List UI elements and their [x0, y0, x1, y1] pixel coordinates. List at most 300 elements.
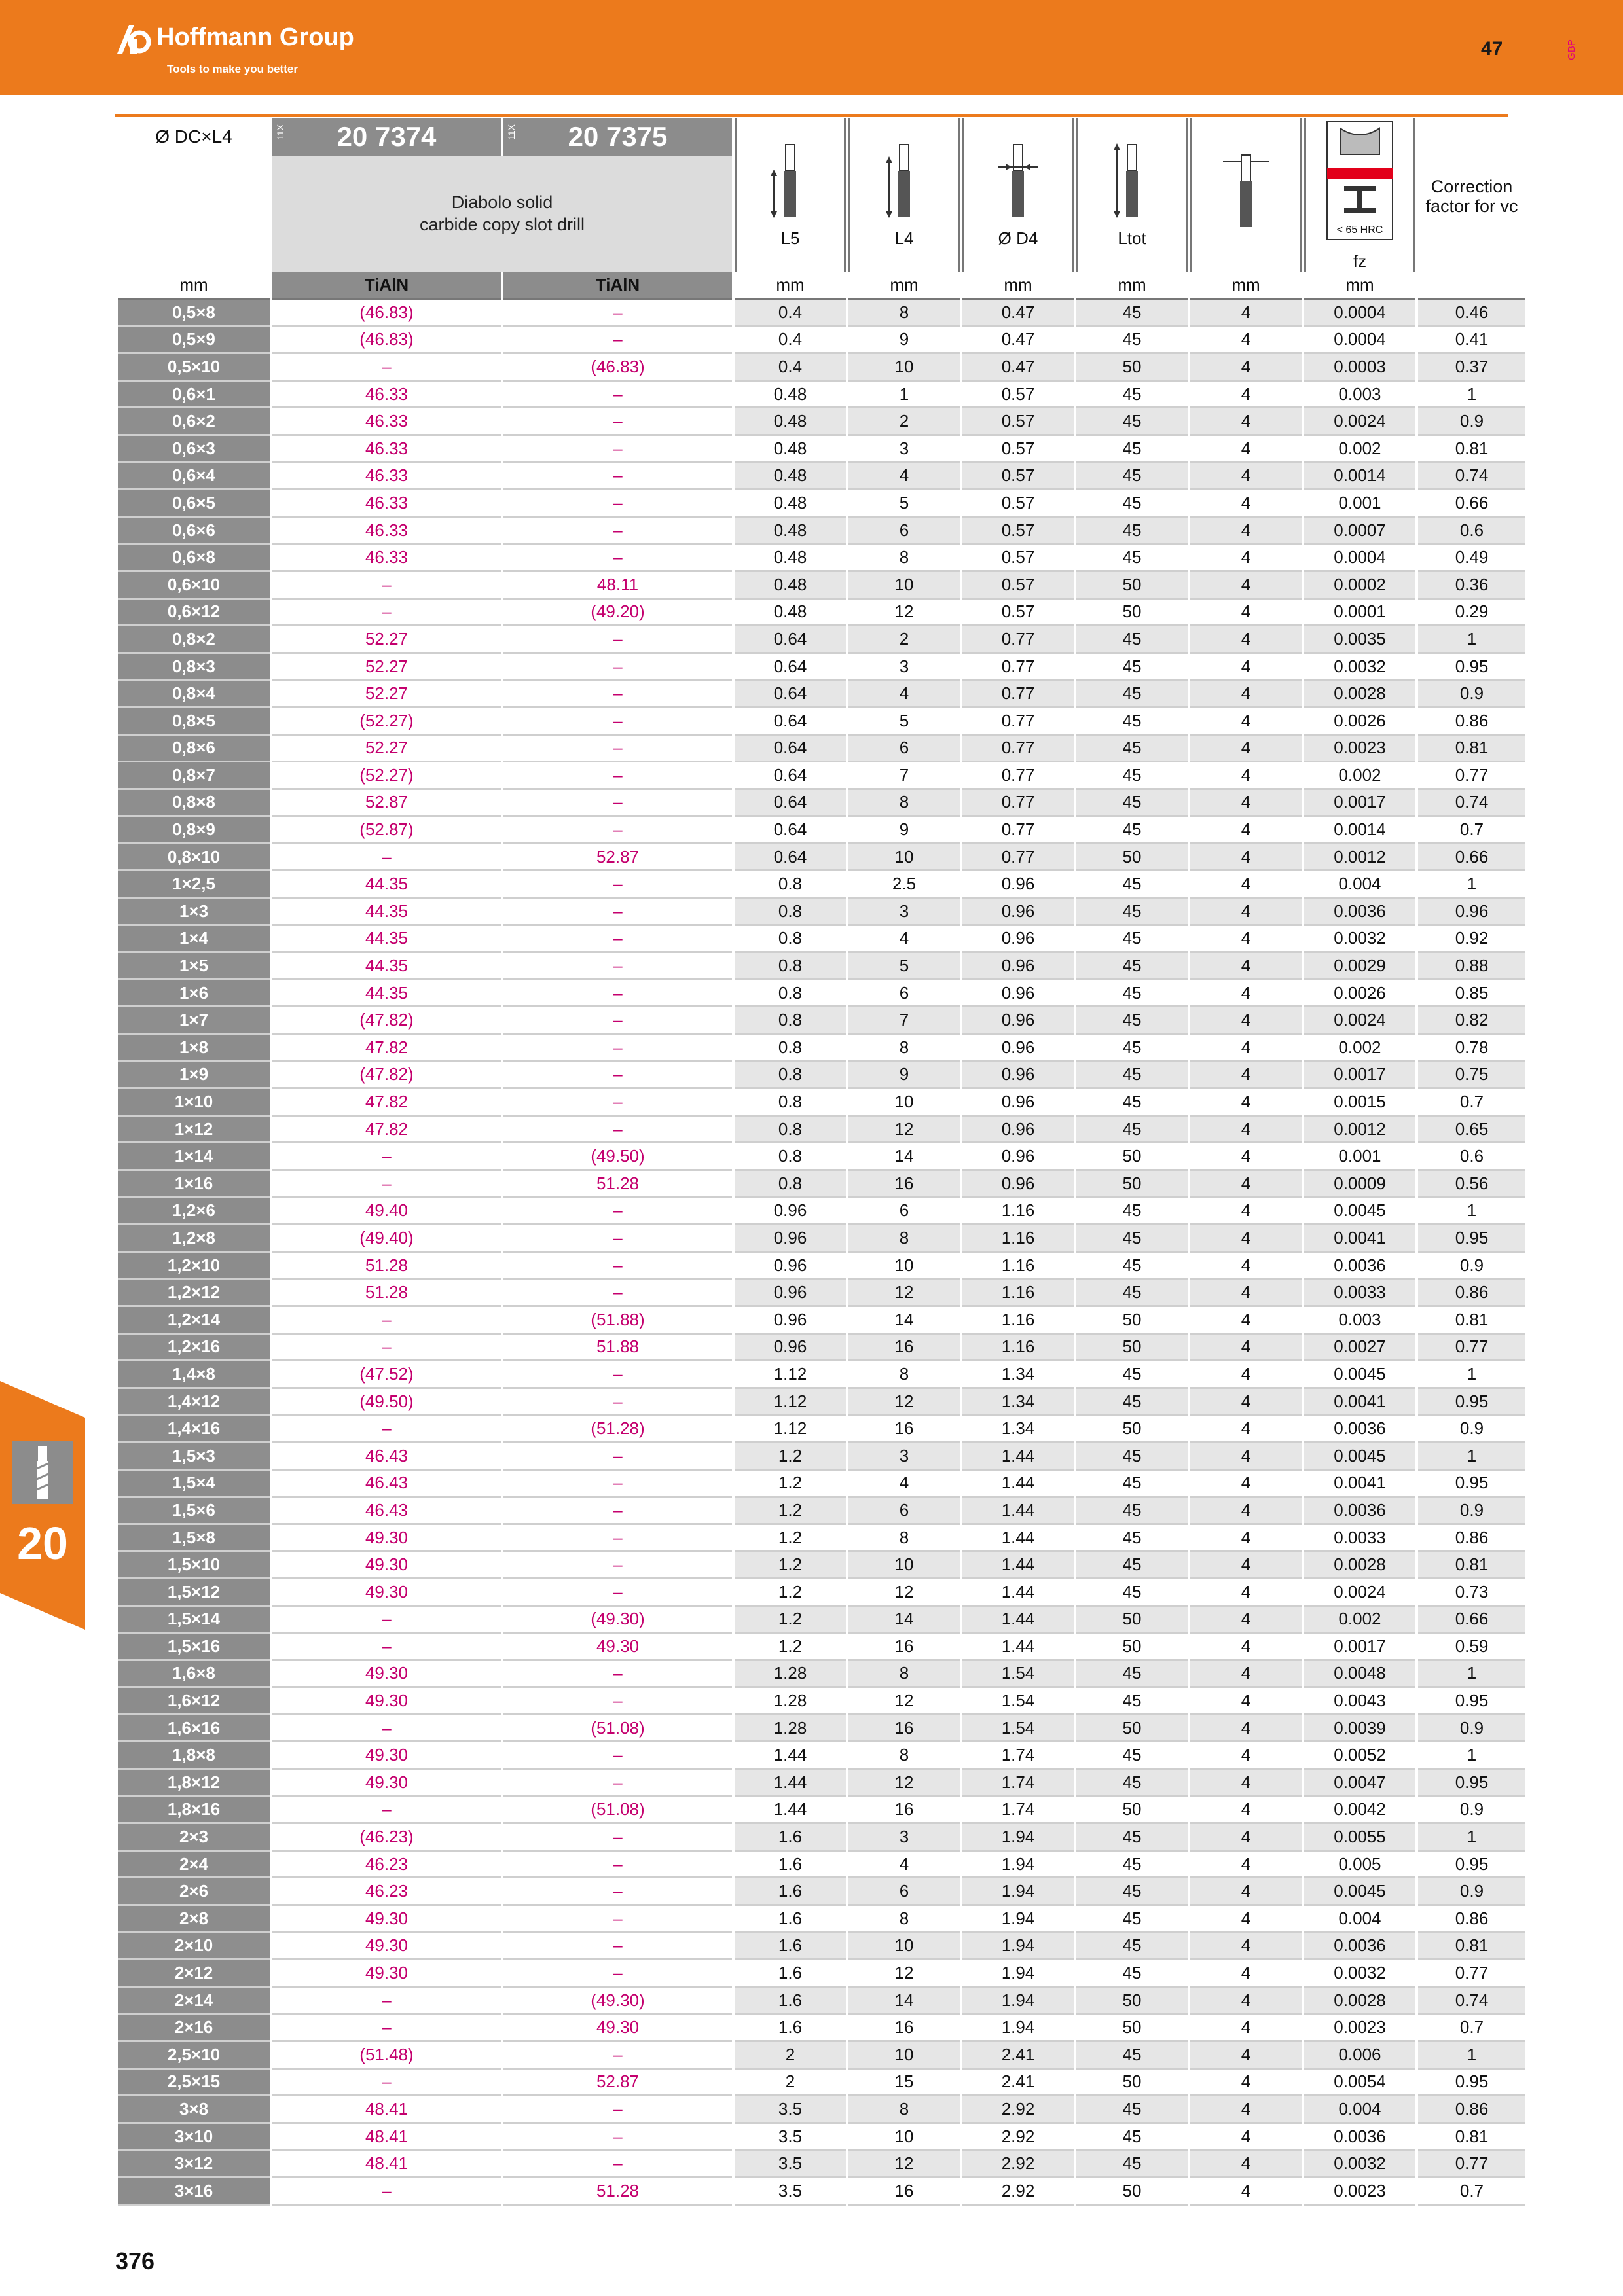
table-row	[118, 1007, 1525, 1035]
dimension-cell: 1,2×14	[118, 1307, 270, 1335]
spec-cell: 0.81	[1418, 436, 1525, 463]
spec-cell: 0.0023	[1304, 736, 1415, 763]
spec-cell: 0.77	[1418, 1960, 1525, 1988]
spec-cell: 0.96	[962, 953, 1074, 980]
spec-cell: 0.77	[962, 762, 1074, 790]
spec-cell: 2	[848, 626, 960, 654]
table-row	[118, 926, 1525, 954]
dimension-cell: 1×2,5	[118, 871, 270, 899]
header-bar	[0, 0, 1623, 95]
price-cell: –	[503, 1361, 732, 1389]
spec-cell: 0.64	[735, 817, 846, 844]
table-row	[118, 817, 1525, 844]
price-cell: 51.88	[503, 1335, 732, 1362]
spec-cell: 4	[1190, 1742, 1302, 1770]
svg-text:< 65 HRC: < 65 HRC	[1336, 224, 1383, 236]
spec-cell: 0.9	[1418, 1878, 1525, 1906]
price-cell: –	[503, 817, 732, 844]
spec-cell: 0.81	[1418, 1933, 1525, 1961]
price-cell: 51.28	[503, 1171, 732, 1198]
dimension-cell: 2×10	[118, 1933, 270, 1961]
price-cell: (49.20)	[503, 600, 732, 627]
dimension-cell: 1,8×12	[118, 1770, 270, 1797]
spec-cell: 1.74	[962, 1742, 1074, 1770]
spec-cell: 4	[1190, 300, 1302, 327]
spec-cell: 0.82	[1418, 1007, 1525, 1035]
spec-cell: 4	[848, 1852, 960, 1879]
spec-cell: 1.54	[962, 1715, 1074, 1743]
spec-cell: 8	[848, 300, 960, 327]
price-cell: 49.40	[272, 1198, 501, 1226]
price-cell: (51.08)	[503, 1797, 732, 1825]
spec-cell: 16	[848, 1335, 960, 1362]
spec-cell: 0.0024	[1304, 408, 1415, 436]
price-cell: –	[272, 1797, 501, 1825]
spec-cell: 2	[848, 408, 960, 436]
spec-cell: 0.64	[735, 654, 846, 681]
spec-cell: 1.44	[962, 1471, 1074, 1498]
dimension-cell: 2×4	[118, 1852, 270, 1879]
spec-cell: 0.0004	[1304, 545, 1415, 572]
spec-cell: 4	[1190, 953, 1302, 980]
dimension-cell: 0,6×1	[118, 382, 270, 409]
table-row	[118, 1661, 1525, 1689]
spec-cell: 0.57	[962, 572, 1074, 600]
price-cell: 49.30	[272, 1742, 501, 1770]
spec-cell: 0.86	[1418, 2096, 1525, 2124]
spec-cell: 14	[848, 1607, 960, 1634]
l4-column-image: L4	[848, 118, 960, 272]
price-cell: –	[503, 2096, 732, 2124]
spec-cell: 4	[1190, 490, 1302, 518]
spec-cell: 0.0036	[1304, 899, 1415, 926]
chapter-number: 20	[17, 1518, 68, 1569]
dimension-cell: 1×12	[118, 1117, 270, 1144]
spec-cell: 0.0042	[1304, 1797, 1415, 1825]
spec-cell: 0.0041	[1304, 1471, 1415, 1498]
dimension-cell: 0,6×12	[118, 600, 270, 627]
price-cell: 48.41	[272, 2096, 501, 2124]
dimension-cell: 0,8×7	[118, 762, 270, 790]
spec-cell: 3.5	[735, 2096, 846, 2124]
dimension-cell: 1×4	[118, 926, 270, 954]
spec-cell: 1.94	[962, 2015, 1074, 2042]
spec-cell: 0.59	[1418, 1634, 1525, 1661]
dimension-cell: 0,6×10	[118, 572, 270, 600]
spec-cell: 0.0047	[1304, 1770, 1415, 1797]
spec-cell: 4	[1190, 1062, 1302, 1090]
spec-cell: 0.77	[962, 790, 1074, 817]
spec-cell: 0.29	[1418, 600, 1525, 627]
price-cell: –	[272, 1715, 501, 1743]
spec-cell: 4	[1190, 1443, 1302, 1471]
price-cell: 46.43	[272, 1443, 501, 1471]
spec-cell: 4	[1190, 1797, 1302, 1825]
price-cell: 49.30	[503, 1634, 732, 1661]
spec-cell: 16	[848, 1634, 960, 1661]
table-row	[118, 871, 1525, 899]
price-cell: (52.87)	[272, 817, 501, 844]
dimension-cell: 0,5×10	[118, 354, 270, 382]
table-row	[118, 1416, 1525, 1443]
dimension-cell: 0,8×8	[118, 790, 270, 817]
spec-cell: 16	[848, 1416, 960, 1443]
dimension-cell: 2×3	[118, 1824, 270, 1852]
spec-cell: 2.5	[848, 871, 960, 899]
spec-cell: 0.0032	[1304, 1960, 1415, 1988]
spec-cell: 0.002	[1304, 436, 1415, 463]
table-row	[118, 1225, 1525, 1253]
spec-cell: 45	[1076, 1443, 1188, 1471]
spec-cell: 4	[1190, 626, 1302, 654]
spec-cell: 0.81	[1418, 1307, 1525, 1335]
dimension-cell: 3×10	[118, 2124, 270, 2151]
spec-cell: 0.48	[735, 518, 846, 545]
price-cell: –	[503, 1443, 732, 1471]
dimension-cell: 1,6×16	[118, 1715, 270, 1743]
spec-cell: 45	[1076, 1960, 1188, 1988]
spec-cell: 0.57	[962, 600, 1074, 627]
spec-cell: 12	[848, 2151, 960, 2178]
spec-cell: 0.9	[1418, 1498, 1525, 1525]
spec-cell: 1.6	[735, 2015, 846, 2042]
spec-cell: 4	[1190, 1878, 1302, 1906]
spec-cell: 5	[848, 490, 960, 518]
spec-cell: 0.0045	[1304, 1198, 1415, 1226]
price-cell: –	[503, 408, 732, 436]
drill-flutes-icon	[1216, 154, 1275, 232]
price-cell: (46.83)	[272, 327, 501, 355]
dimension-cell: 3×16	[118, 2178, 270, 2206]
price-cell: –	[272, 1988, 501, 2015]
spec-cell: 0.73	[1418, 1579, 1525, 1607]
spec-cell: 1	[1418, 871, 1525, 899]
spec-cell: 50	[1076, 1335, 1188, 1362]
spec-cell: 0.0001	[1304, 600, 1415, 627]
spec-cell: 1.28	[735, 1688, 846, 1715]
table-row	[118, 626, 1525, 654]
spec-cell: 0.95	[1418, 1471, 1525, 1498]
spec-cell: 9	[848, 327, 960, 355]
spec-cell: 1.28	[735, 1715, 846, 1743]
price-cell: –	[503, 1742, 732, 1770]
dimension-cell: 1,5×6	[118, 1498, 270, 1525]
spec-cell: 0.4	[735, 327, 846, 355]
spec-cell: 45	[1076, 2124, 1188, 2151]
dimension-cell: 1×14	[118, 1143, 270, 1171]
price-cell: –	[503, 1007, 732, 1035]
spec-cell: 0.0039	[1304, 1715, 1415, 1743]
price-cell: 47.82	[272, 1089, 501, 1117]
price-cell: –	[503, 1770, 732, 1797]
spec-cell: 0.003	[1304, 382, 1415, 409]
spec-cell: 0.57	[962, 382, 1074, 409]
dimension-cell: 1×3	[118, 899, 270, 926]
spec-cell: 1	[1418, 1824, 1525, 1852]
spec-cell: 0.36	[1418, 572, 1525, 600]
spec-cell: 0.96	[962, 980, 1074, 1008]
spec-cell: 50	[1076, 1143, 1188, 1171]
spec-cell: 6	[848, 980, 960, 1008]
spec-cell: 4	[1190, 790, 1302, 817]
dimension-cell: 1,5×4	[118, 1471, 270, 1498]
price-cell: (49.30)	[503, 1607, 732, 1634]
spec-cell: 50	[1076, 354, 1188, 382]
spec-cell: 4	[1190, 600, 1302, 627]
table-row	[118, 1280, 1525, 1307]
spec-cell: 45	[1076, 899, 1188, 926]
price-cell: (49.30)	[503, 1988, 732, 2015]
dimension-cell: 0,6×5	[118, 490, 270, 518]
spec-cell: 1.6	[735, 1960, 846, 1988]
price-cell: (46.23)	[272, 1824, 501, 1852]
dimension-cell: 1×10	[118, 1089, 270, 1117]
spec-cell: 0.6	[1418, 1143, 1525, 1171]
spec-cell: 4	[1190, 2096, 1302, 2124]
price-cell: 46.43	[272, 1498, 501, 1525]
dimension-cell: 1,5×14	[118, 1607, 270, 1634]
spec-cell: 50	[1076, 2178, 1188, 2206]
spec-cell: 0.95	[1418, 654, 1525, 681]
spec-cell: 0.7	[1418, 1089, 1525, 1117]
table-row	[118, 2124, 1525, 2151]
table-row	[118, 1307, 1525, 1335]
spec-cell: 4	[1190, 1335, 1302, 1362]
price-cell: –	[503, 1960, 732, 1988]
spec-cell: 0.47	[962, 354, 1074, 382]
spec-cell: 0.0014	[1304, 463, 1415, 491]
spec-cell: 4	[1190, 1117, 1302, 1144]
spec-cell: 5	[848, 708, 960, 736]
dimension-cell: 0,6×4	[118, 463, 270, 491]
price-cell: 52.87	[503, 844, 732, 872]
dimension-cell: 0,8×6	[118, 736, 270, 763]
spec-cell: 0.003	[1304, 1307, 1415, 1335]
spec-cell: 0.0023	[1304, 2015, 1415, 2042]
price-cell: –	[503, 463, 732, 491]
table-row	[118, 736, 1525, 763]
article-20-7374: 11X 20 7374	[272, 118, 501, 156]
spec-cell: 9	[848, 1062, 960, 1090]
spec-cell: 0.0036	[1304, 1416, 1415, 1443]
spec-cell: 0.96	[962, 1035, 1074, 1062]
spec-cell: 0.0035	[1304, 626, 1415, 654]
brand-name: Hoffmann Group	[156, 24, 354, 51]
spec-cell: 0.95	[1418, 1688, 1525, 1715]
table-row	[118, 408, 1525, 436]
spec-cell: 0.81	[1418, 1552, 1525, 1579]
dimension-header: Ø DC×L4	[155, 126, 232, 147]
spec-cell: 1.94	[962, 1824, 1074, 1852]
dimension-cell: 1,4×12	[118, 1389, 270, 1416]
spec-cell: 0.95	[1418, 1852, 1525, 1879]
table-row	[118, 1525, 1525, 1552]
spec-cell: 2	[735, 2042, 846, 2070]
spec-cell: 0.8	[735, 871, 846, 899]
price-cell: –	[503, 626, 732, 654]
spec-cell: 0.96	[962, 899, 1074, 926]
price-cell: –	[503, 1906, 732, 1933]
spec-cell: 0.001	[1304, 1143, 1415, 1171]
spec-cell: 0.96	[962, 1062, 1074, 1090]
spec-cell: 45	[1076, 1661, 1188, 1689]
spec-cell: 1.6	[735, 1988, 846, 2015]
spec-cell: 45	[1076, 1498, 1188, 1525]
product-table	[115, 118, 1528, 2206]
drill-d4-icon	[989, 143, 1048, 222]
spec-cell: 12	[848, 1688, 960, 1715]
dimension-cell: 0,6×6	[118, 518, 270, 545]
price-cell: 52.27	[272, 626, 501, 654]
spec-cell: 0.96	[962, 1089, 1074, 1117]
table-row	[118, 463, 1525, 491]
price-cell: –	[503, 654, 732, 681]
spec-cell: 0.46	[1418, 300, 1525, 327]
dimension-cell: 1×8	[118, 1035, 270, 1062]
spec-cell: 10	[848, 1552, 960, 1579]
spec-cell: 4	[1190, 382, 1302, 409]
spec-cell: 1.6	[735, 1824, 846, 1852]
table-row	[118, 1471, 1525, 1498]
price-cell: (51.48)	[272, 2042, 501, 2070]
price-cell: –	[503, 1253, 732, 1280]
spec-cell: 1	[1418, 1443, 1525, 1471]
spec-cell: 0.0032	[1304, 926, 1415, 954]
dimension-cell: 2×8	[118, 1906, 270, 1933]
price-cell: 51.28	[272, 1280, 501, 1307]
spec-cell: 4	[1190, 1688, 1302, 1715]
spec-cell: 4	[1190, 2124, 1302, 2151]
spec-cell: 10	[848, 2124, 960, 2151]
spec-cell: 1.2	[735, 1552, 846, 1579]
price-cell: –	[503, 490, 732, 518]
price-cell: –	[503, 790, 732, 817]
dimension-cell: 0,6×2	[118, 408, 270, 436]
dimension-cell: 1×5	[118, 953, 270, 980]
dimension-cell: 1,4×16	[118, 1416, 270, 1443]
table-row	[118, 1579, 1525, 1607]
spec-cell: 0.0004	[1304, 300, 1415, 327]
country-code: GBP	[1566, 39, 1577, 60]
dimension-cell: 1,5×3	[118, 1443, 270, 1471]
spec-cell: 4	[1190, 2070, 1302, 2097]
spec-cell: 0.86	[1418, 1906, 1525, 1933]
spec-cell: 0.81	[1418, 2124, 1525, 2151]
spec-cell: 4	[1190, 1143, 1302, 1171]
spec-cell: 0.0045	[1304, 1443, 1415, 1471]
table-row	[118, 708, 1525, 736]
spec-cell: 45	[1076, 1933, 1188, 1961]
spec-cell: 0.8	[735, 926, 846, 954]
spec-cell: 0.0043	[1304, 1688, 1415, 1715]
spec-cell: 4	[1190, 1307, 1302, 1335]
spec-cell: 12	[848, 1579, 960, 1607]
spec-cell: 0.0026	[1304, 980, 1415, 1008]
spec-cell: 1.54	[962, 1688, 1074, 1715]
price-cell: (49.50)	[272, 1389, 501, 1416]
spec-cell: 8	[848, 1035, 960, 1062]
dimension-cell: 0,5×9	[118, 327, 270, 355]
table-row	[118, 2096, 1525, 2124]
price-cell: 49.30	[272, 1770, 501, 1797]
spec-cell: 0.74	[1418, 463, 1525, 491]
price-cell: –	[272, 1416, 501, 1443]
dimension-cell: 1,5×8	[118, 1525, 270, 1552]
spec-cell: 0.0009	[1304, 1171, 1415, 1198]
spec-cell: 0.0032	[1304, 2151, 1415, 2178]
spec-cell: 0.86	[1418, 1280, 1525, 1307]
price-cell: 52.87	[272, 790, 501, 817]
price-cell: 49.30	[272, 1960, 501, 1988]
spec-cell: 0.74	[1418, 790, 1525, 817]
price-cell: 49.30	[272, 1579, 501, 1607]
table-row	[118, 600, 1525, 627]
spec-cell: 10	[848, 844, 960, 872]
spec-cell: 45	[1076, 2096, 1188, 2124]
table-row	[118, 1933, 1525, 1961]
price-cell: –	[272, 1634, 501, 1661]
spec-cell: 0.96	[1418, 899, 1525, 926]
table-row	[118, 518, 1525, 545]
spec-cell: 4	[1190, 871, 1302, 899]
spec-cell: 0.57	[962, 490, 1074, 518]
spec-cell: 45	[1076, 1742, 1188, 1770]
spec-cell: 4	[1190, 518, 1302, 545]
spec-cell: 0.0024	[1304, 1007, 1415, 1035]
spec-cell: 8	[848, 1661, 960, 1689]
spec-cell: 4	[1190, 926, 1302, 954]
spec-cell: 14	[848, 1307, 960, 1335]
dimension-cell: 1,4×8	[118, 1361, 270, 1389]
price-cell: 46.33	[272, 436, 501, 463]
dimension-cell: 3×12	[118, 2151, 270, 2178]
spec-cell: 0.47	[962, 300, 1074, 327]
spec-cell: 1.2	[735, 1634, 846, 1661]
price-cell: 46.23	[272, 1852, 501, 1879]
spec-cell: 0.66	[1418, 844, 1525, 872]
spec-cell: 4	[1190, 1389, 1302, 1416]
price-cell: –	[503, 1089, 732, 1117]
spec-cell: 1.74	[962, 1797, 1074, 1825]
spec-cell: 4	[1190, 327, 1302, 355]
spec-cell: 0.0041	[1304, 1225, 1415, 1253]
dimension-cell: 1,5×12	[118, 1579, 270, 1607]
spec-cell: 50	[1076, 1307, 1188, 1335]
spec-cell: 0.37	[1418, 354, 1525, 382]
spec-cell: 1.12	[735, 1416, 846, 1443]
table-row	[118, 1335, 1525, 1362]
spec-cell: 45	[1076, 790, 1188, 817]
spec-cell: 0.96	[962, 1007, 1074, 1035]
spec-cell: 4	[1190, 2178, 1302, 2206]
spec-cell: 0.57	[962, 545, 1074, 572]
dimension-cell: 1,5×16	[118, 1634, 270, 1661]
price-cell: –	[503, 708, 732, 736]
price-cell: –	[272, 2015, 501, 2042]
price-cell: –	[272, 572, 501, 600]
spec-cell: 3.5	[735, 2124, 846, 2151]
spec-cell: 0.64	[735, 736, 846, 763]
price-cell: (49.40)	[272, 1225, 501, 1253]
table-row	[118, 1552, 1525, 1579]
price-cell: 46.33	[272, 490, 501, 518]
dimension-cell: 0,8×5	[118, 708, 270, 736]
spec-cell: 1	[1418, 1361, 1525, 1389]
spec-cell: 0.0012	[1304, 1117, 1415, 1144]
spec-cell: 45	[1076, 926, 1188, 954]
spec-cell: 50	[1076, 1171, 1188, 1198]
price-cell: –	[503, 1471, 732, 1498]
